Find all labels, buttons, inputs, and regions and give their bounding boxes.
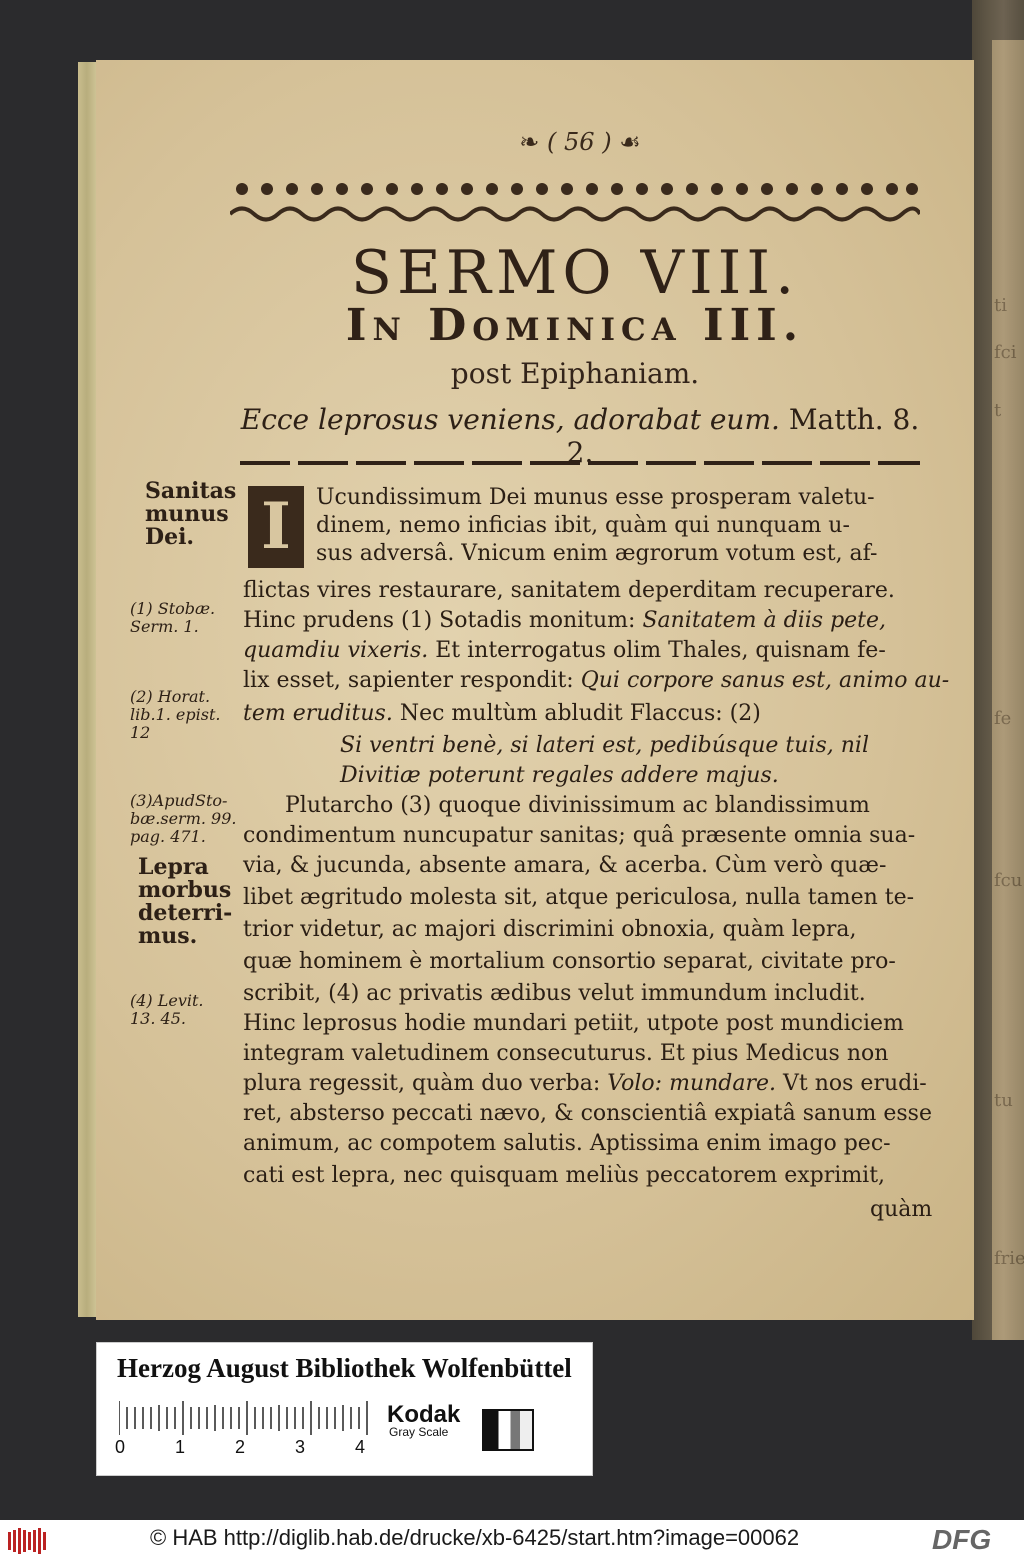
gray-scale-caption: Gray Scale <box>389 1425 449 1439</box>
margin-note-3: (3)ApudSto- bæ.serm. 99. pag. 471. <box>130 791 237 846</box>
page-number: ❧ ( 56 ) ☙ <box>519 128 641 156</box>
body-line: Hinc leprosus hodie mundari petiit, utpote post mundiciem <box>243 1011 904 1036</box>
kodak-brand: Kodak <box>387 1401 461 1428</box>
ruler-scale <box>119 1401 369 1435</box>
body-line: Ucundissimum Dei munus esse prosperam valetu- <box>316 485 875 510</box>
footer-bar <box>0 1520 1024 1563</box>
hab-logo-icon <box>8 1528 48 1554</box>
margin-note-sanitas: Sanitas munus Dei. <box>145 478 237 550</box>
library-name: Herzog August Bibliothek Wolfenbüttel <box>117 1353 572 1383</box>
margin-note-4: (4) Levit. 13. 45. <box>130 991 204 1028</box>
body-line: ret, absterso peccati nævo, & conscientiâ expiatâ sanum esse <box>243 1101 932 1126</box>
verse-line: Divitiæ poterunt regales addere majus. <box>340 763 779 788</box>
credit-link[interactable]: © HAB http://diglib.hab.de/drucke/xb-6425/start.htm?image=00062 <box>150 1525 800 1550</box>
body-line: integram valetudinem consecuturus. Et pius Medicus non <box>243 1041 889 1066</box>
book-gutter <box>972 0 1024 1340</box>
body-line: Plutarcho (3) quoque divinissimum ac blandissimum <box>285 793 870 818</box>
dfg-logo: DFG <box>932 1524 992 1555</box>
body-line: trior videtur, ac majori discrimini obnoxia, quàm lepra, <box>243 917 857 942</box>
margin-note-2: (2) Horat. lib.1. epist. 12 <box>130 687 221 742</box>
epigraph-text: Ecce leprosus veniens, adorabat eum. <box>240 403 780 436</box>
drop-cap: I <box>248 486 304 568</box>
body-line: scribit, (4) ac privatis ædibus velut immundum includit. <box>243 981 866 1006</box>
verse-line: Si ventri benè, si lateri est, pedibúsque tuis, nil <box>340 733 869 758</box>
body-line: flictas vires restaurare, sanitatem deperditam recuperare. <box>243 578 895 603</box>
ornament-band-top <box>230 178 920 200</box>
body-line: condimentum nuncupatur sanitas; quâ præsente omnia sua- <box>243 823 916 848</box>
body-line: lix esset, sapienter respondit: Qui corpore sanus est, animo au- <box>243 668 950 693</box>
body-line: Hinc prudens (1) Sotadis monitum: Sanitatem à diis pete, <box>243 608 887 633</box>
body-line: libet ægritudo molesta sit, atque periculosa, nulla tamen te- <box>243 885 915 910</box>
body-line: via, & jucunda, absente amara, & acerba. Cùm verò quæ- <box>243 853 887 878</box>
body-line: quæ hominem è mortalium consortio separat, civitate pro- <box>243 949 896 974</box>
body-line: cati est lepra, nec quisquam meliùs peccatorem exprimit, <box>243 1163 886 1188</box>
sermon-subtitle: In Dominica III. <box>345 300 805 351</box>
margin-note-1: (1) Stobæ. Serm. 1. <box>130 599 216 636</box>
body-line: dinem, nemo inficias ibit, quàm qui nunquam u- <box>316 513 850 538</box>
sermon-title: SERMO VIII. <box>350 238 800 308</box>
body-line: tem eruditus. Nec multùm abludit Flaccus: (2) <box>243 701 761 726</box>
sermon-occasion: post Epiphaniam. <box>450 357 700 390</box>
ornamental-rule <box>240 460 920 466</box>
body-line: animum, ac compotem salutis. Aptissima enim imago pec- <box>243 1131 891 1156</box>
body-line: sus adversâ. Vnicum enim ægrorum votum est, af- <box>316 541 878 566</box>
scan-color-label: Herzog August Bibliothek Wolfenbüttel 0 1 2 3 4 Kodak Gray Scale <box>96 1342 593 1476</box>
ornament-band-bottom <box>230 203 920 225</box>
body-line: quamdiu vixeris. Et interrogatus olim Thales, quisnam fe- <box>243 638 886 663</box>
catchword: quàm <box>870 1197 933 1222</box>
epigraph-reference: Matth. 8. 2. <box>566 403 920 469</box>
margin-note-lepra: Lepra morbus deterri- mus. <box>138 854 233 949</box>
gray-patch <box>482 1409 534 1451</box>
body-line: plura regessit, quàm duo verba: Volo: mundare. Vt nos erudi- <box>243 1071 927 1096</box>
